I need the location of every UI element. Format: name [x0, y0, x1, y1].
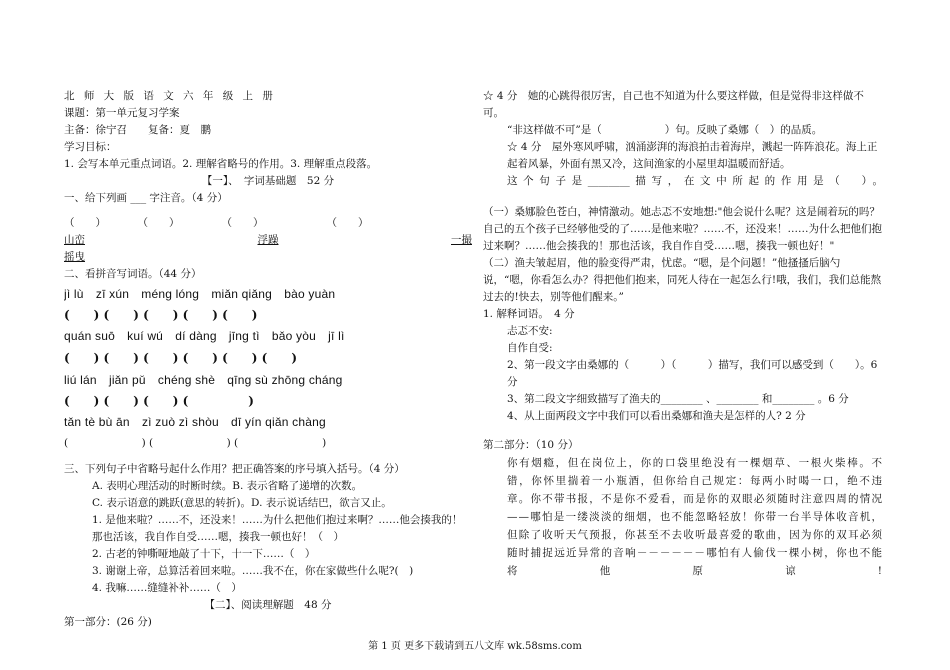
brackets-row-4: ( ) ( ) ( ) [64, 437, 327, 449]
brackets-row-1: ( ) ( ) ( ) ( ) ( ) [64, 308, 258, 322]
passage-para-1: （一）桑娜脸色苍白，神情激动。她忐忑不安地想:"他会说什么呢？这是闹着玩的吗？自己的五个孩子已经够他受的了……是他来啦？……不，还没来！……为什么把他们抱过来啊？……他会揍我的！那也活该，我自作自受……嗯，揍我一顿也好！" [483, 206, 882, 252]
quote-question: “非这样做不可”是（ ）句。反映了桑娜（ ）的品质。 [507, 124, 823, 136]
describe-question: 2、第一段文字由桑娜的（ ）（ ）描写，我们可以感受到（ ）。6 分 [507, 359, 878, 388]
lesson-title: 课题：第一单元复习学案 [64, 107, 180, 119]
left-column [64, 88, 472, 631]
q3-item-2: 2. 古老的钟嘶哑地敲了十下，十一下……（ ） [92, 548, 316, 560]
star-question-1: ☆ 4 分 她的心跳得很厉害，自己也不知道为什么要这样做，但是觉得非这样做不可。 [483, 90, 864, 119]
passage-para-2: （二）渔夫皱起眉，他的脸变得严肃，忧虑。“嗯，是个问题！”他搔搔后脑勺说，“嗯，你看怎么办？得把他们抱来，同死人待在一起怎么行!哦，我们，我们总能熬过去的!快去，别等他们醒来。” [483, 257, 882, 303]
right-column [483, 88, 883, 580]
sentence-question: 这个句子是________描写，在文中所起的作用是（ ）。 [507, 175, 883, 187]
goals-text: 1. 会写本单元重点词语。2. 理解省略号的作用。3. 理解重点段落。 [64, 158, 378, 170]
word-4: 摇曳 [64, 251, 85, 263]
pinyin-row-2: quán suō kuí wú dí dàng jīng tì bǎo yòu jī lì [64, 329, 345, 343]
word-zizuo: 自作自受: [507, 342, 553, 354]
pinyin-row-4: tǎn tè bù ān zì zuò zì shòu dī yín qiǎn chàng [64, 415, 326, 429]
pinyin-row-1: jì lù zī xún méng lóng miǎn qiǎng bào yuàn [64, 287, 336, 301]
q3-item-3: 3. 谢谢上帝，总算活着回来啦。……我不在，你在家做些什么呢?( ) [92, 565, 414, 577]
q3-item-4: 4. 我嘛……缝缝补补……（ ） [92, 582, 242, 594]
word-2: 浮躁 [257, 234, 279, 246]
fisherman-question: 3、第二段文字细致描写了渔夫的________ 、________ 和________ 。6 分 [507, 393, 849, 405]
goals-label: 学习目标： [64, 141, 117, 153]
q3-option-cd: C. 表示语意的跳跃(意思的转折)。D. 表示说话结巴，欲言又止。 [92, 497, 392, 509]
character-question: 4、从上面两段文字中我们可以看出桑娜和渔夫是怎样的人? 2 分 [507, 410, 806, 422]
part2-heading: 第二部分：（10 分） [483, 439, 579, 451]
page-footer: 第 1 页 更多下载请到五八文库 wk.58sms.com [368, 641, 582, 652]
book-title: 北 师 大 版 语 文 六 年 级 上 册 [64, 90, 276, 102]
part2-title: 【二】、阅读理解题 48 分 [204, 599, 332, 611]
q3-prompt: 三、下列句子中省略号起什么作用？把正确答案的序号填入括号。（4 分） [64, 463, 405, 475]
q3-item-1: 1. 是他来啦？……不，还没来！……为什么把他们抱过来啊？……他会揍我的！那也活该，我自作自受……嗯，揍我一顿也好！（ ） [92, 514, 463, 543]
q3-option-ab: A. 表明心理活动的时断时续。B. 表示省略了递增的次数。 [92, 480, 363, 492]
part1-title: 【一】、 字词基础题 52 分 [201, 175, 335, 187]
brackets-row-3: ( ) ( ) ( ) ( ) [64, 394, 254, 408]
word-3: 一撮 [451, 234, 472, 246]
part2-subtitle: 第一部分：(26 分) [64, 616, 152, 628]
star-question-2: ☆ 4 分 屋外寒风呼啸，汹涌澎湃的海浪拍击着海岸，溅起一阵阵浪花。海上正起着风暴，外面有黑又冷，这间渔家的小屋里却温暖而舒适。 [507, 141, 878, 170]
pinyin-row-3: liú lán jiǎn pǔ chéng shè qīng sù zhōng cháng [64, 373, 343, 387]
passage-text: 你有烟瘾，但在岗位上，你的口袋里绝没有一棵烟草、一根火柴棒。不错，你怀里揣着一小瓶酒，但你给自己规定：每两小时喝一口，绝不违章。你不带书报，不是你不爱看，而是你的双眼必须随时注意四周的情况——哪怕是一缕淡淡的细烟，也不能忽略轻放！你带一台半导体收音机，但除了收听天气预报，你甚至不去收听最喜爱的歌曲，因为你的双耳必须随时捕捉远近异常的音响－－－－－－哪怕有人偷伐一棵小树，你也不能将他原谅! [507, 457, 883, 577]
q1-brackets: （ ） （ ） （ ） （ ） [64, 217, 369, 229]
q2-prompt: 二、看拼音写词语。（44 分） [64, 268, 202, 280]
word-tante: 忐忑不安: [507, 325, 553, 337]
brackets-row-2: ( ) ( ) ( ) ( ) ( ) ( ) [64, 351, 298, 365]
prepared-by: 主备：徐宁召 复备：夏 鹏 [64, 124, 211, 136]
q1-prompt: 一、给下列画 ___ 字注音。（4 分） [64, 192, 228, 204]
word-1: 山峦 [64, 234, 85, 246]
explain-question: 1. 解释词语。 4 分 [483, 308, 575, 320]
q1-words [64, 232, 472, 249]
